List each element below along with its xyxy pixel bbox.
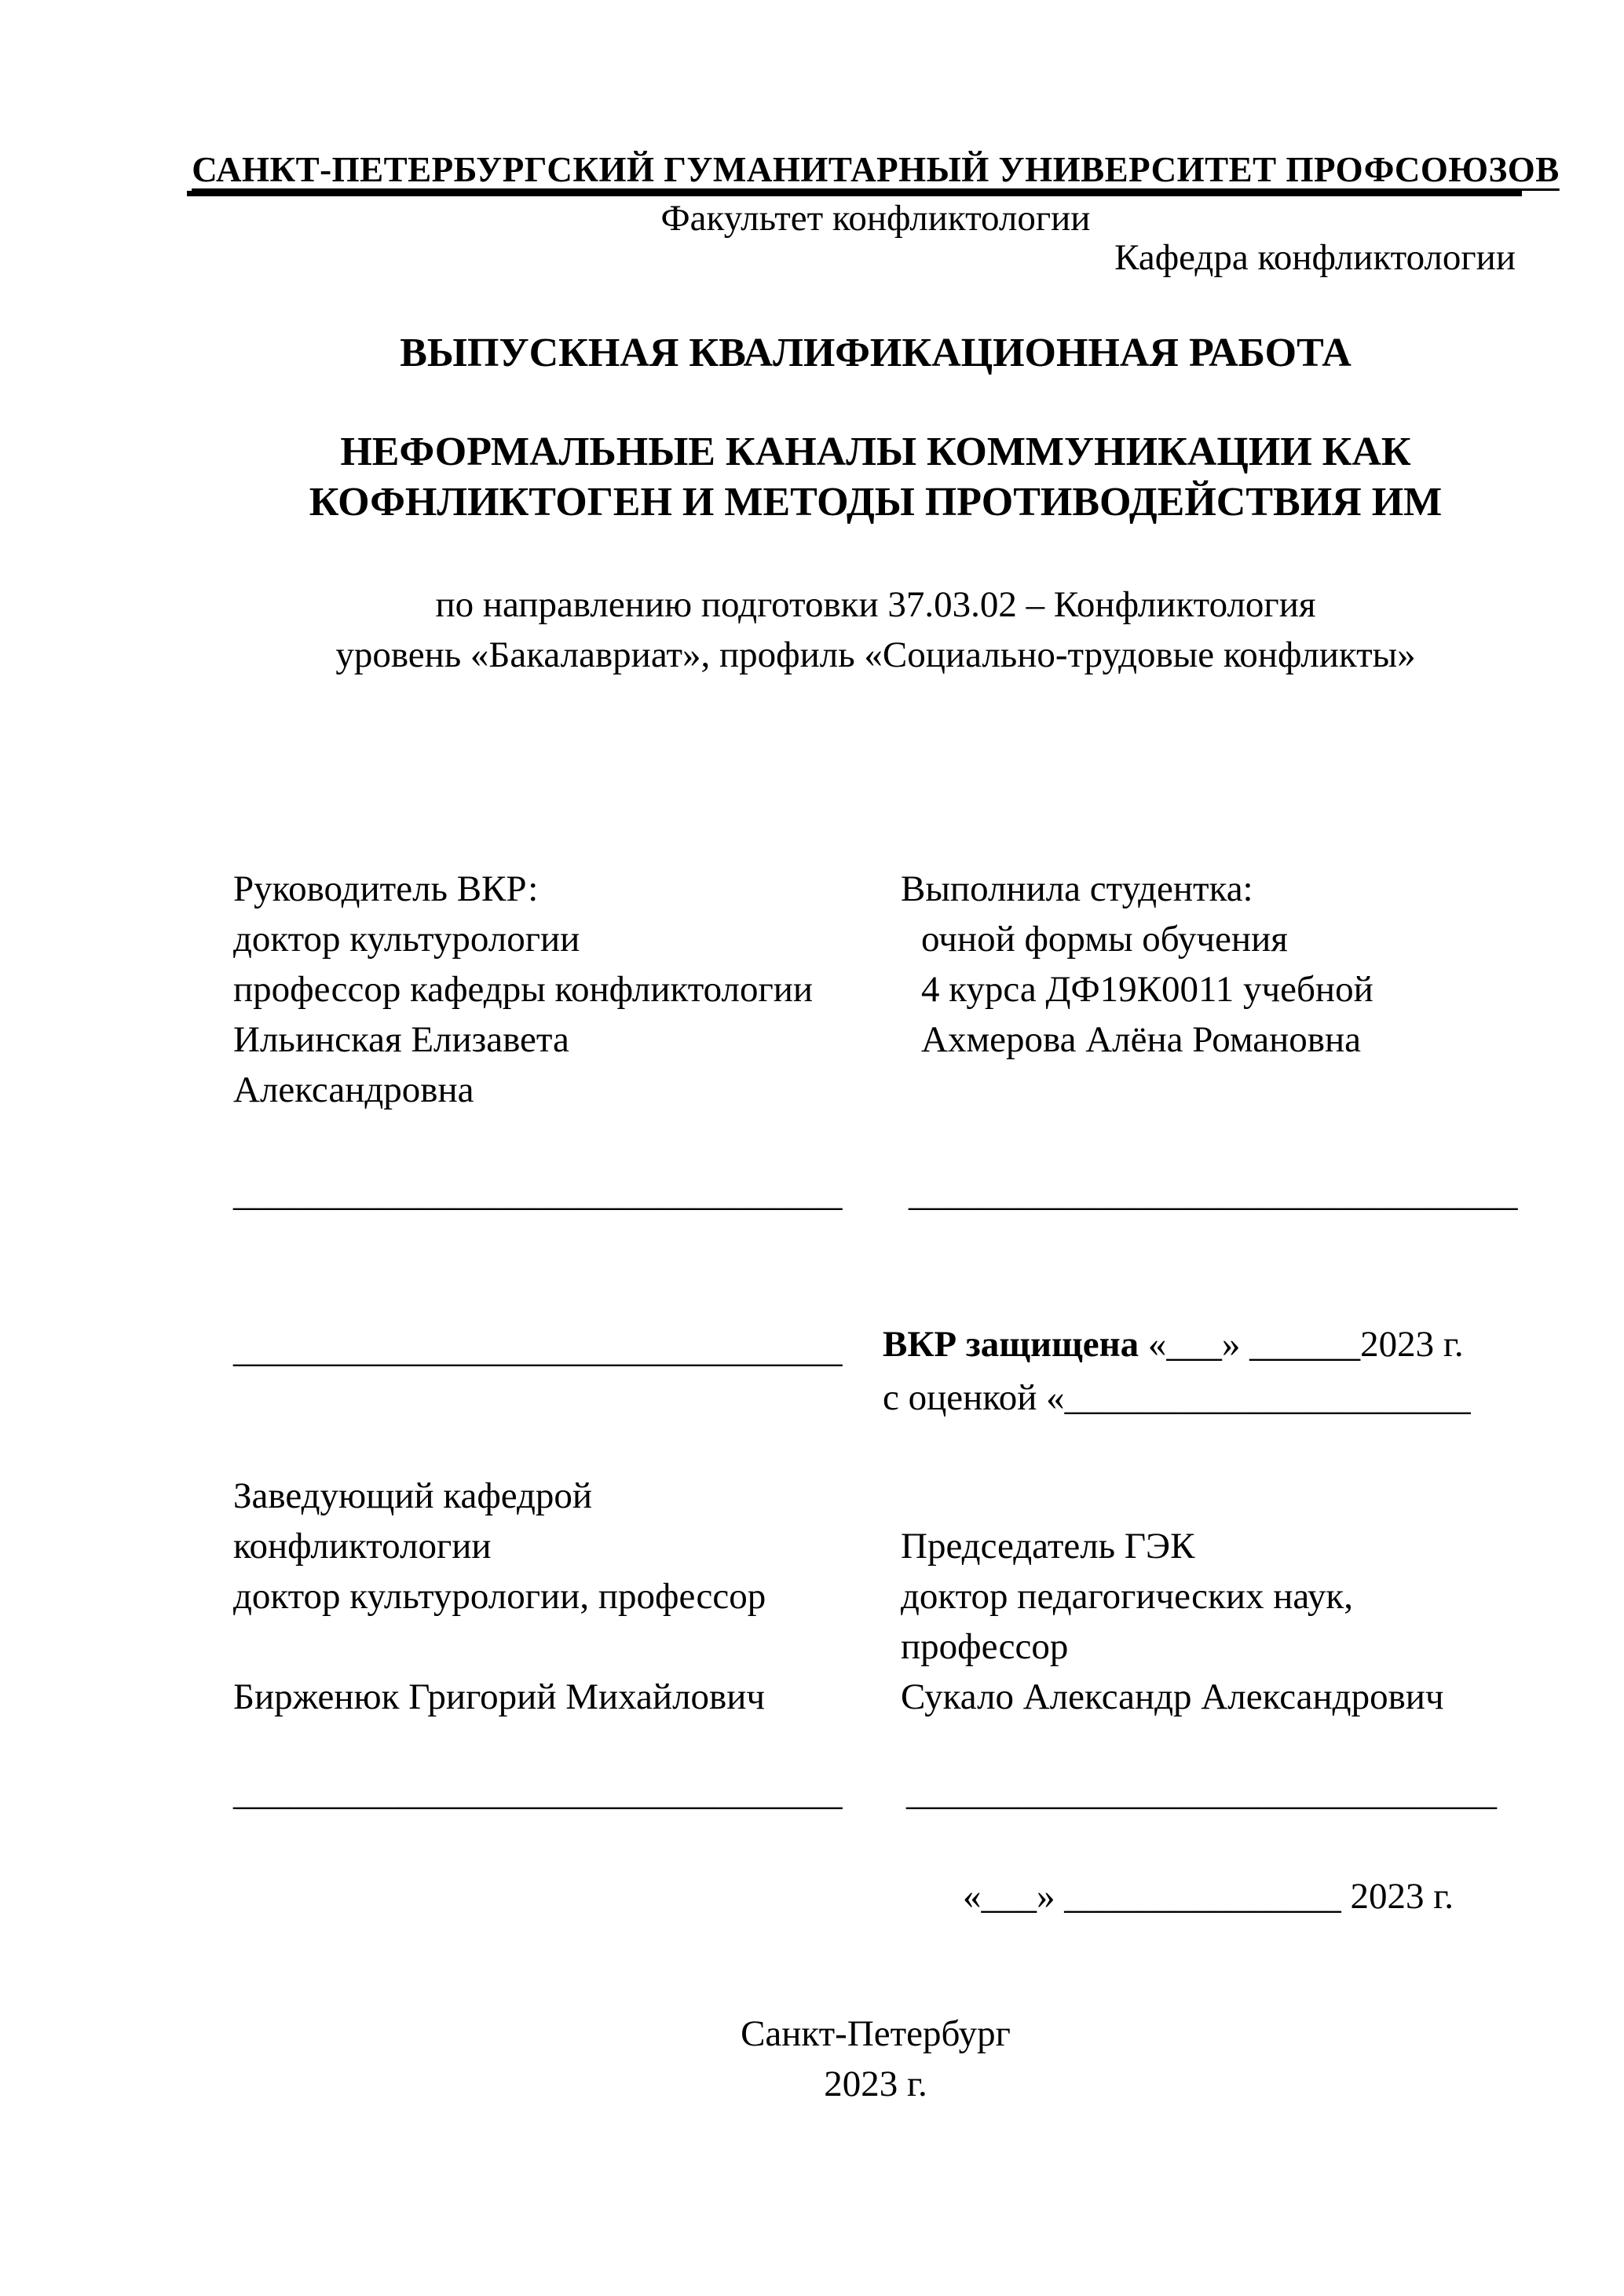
city-line: Санкт-Петербург [741,2013,1011,2054]
work-title-line-2: КОФНЛИКТОГЕН И МЕТОДЫ ПРОТИВОДЕЙСТВИЯ ИМ [309,480,1443,525]
gek-chair-block [901,1471,1444,1722]
work-type-heading: ВЫПУСКНАЯ КВАЛИФИКАЦИОННАЯ РАБОТА [400,331,1352,375]
supervisor-degree: доктор культурологии [233,919,580,960]
city-year-block [741,2009,1011,2109]
department-head-degree: доктор культурологии, профессор [233,1576,766,1617]
program-direction-line: по направлению подготовки 37.03.02 – Конфликтология [435,584,1316,625]
defense-grade-line: с оценкой «______________________ [883,1377,1471,1418]
student-name: Ахмерова Алёна Романовна [921,1019,1361,1060]
program-level-line: уровень «Бакалавриат», профиль «Социально-трудовые конфликты» [335,634,1416,675]
student-block [901,864,1373,1065]
university-name: САНКТ-ПЕТЕРБУРГСКИЙ ГУМАНИТАРНЫЙ УНИВЕРСИТЕТ ПРОФСОЮЗОВ [192,150,1560,189]
faculty-line: Факультет конфликтологии [660,198,1091,239]
supervisor-heading: Руководитель ВКР: [233,868,539,909]
supervisor-signature-blank: _________________________________ [233,1173,843,1214]
gek-chair-title: Председатель ГЭК [901,1526,1195,1567]
program-block [335,579,1415,680]
bottom-date-blank: «___» _______________ 2023 г. [963,1876,1454,1917]
defense-date-line [883,1319,1464,1369]
defense-label: ВКР защищена [883,1324,1139,1365]
work-title-line-1: НЕФОРМАЛЬНЫЕ КАНАЛЫ КОММУНИКАЦИИ КАК [340,430,1411,474]
student-signature-blank: _________________________________ [909,1173,1518,1214]
supervisor-name-line-2: Александровна [233,1069,474,1110]
supervisor-position: профессор кафедры конфликтологии [233,969,814,1010]
department-head-title-1: Заведующий кафедрой [233,1475,593,1516]
gek-chair-signature-blank: ________________________________ [906,1772,1497,1813]
department-head-signature-blank: _________________________________ [233,1772,843,1813]
gek-chair-degree-1: доктор педагогических наук, [901,1576,1353,1617]
defense-date-blank: «___» ______2023 г. [1139,1324,1464,1365]
gek-chair-spacer [901,1471,1444,1521]
supervisor-block [233,864,813,1115]
department-head-title-2: конфликтологии [233,1526,492,1567]
work-title [309,427,1442,528]
student-group: 4 курса ДФ19К0011 учебной [921,969,1373,1010]
student-heading: Выполнила студентка: [901,868,1253,909]
student-study-form: очной формы обучения [921,919,1288,960]
year-line: 2023 г. [824,2064,927,2104]
department-line: Кафедра конфликтологии [1114,237,1516,278]
department-head-spacer [233,1621,766,1672]
gek-chair-name: Сукало Александр Александрович [901,1676,1444,1717]
department-head-name: Бирженюк Григорий Михайлович [233,1676,766,1717]
gek-chair-degree-2: профессор [901,1626,1069,1667]
department-head-block [233,1471,766,1722]
defense-left-signature-blank: _________________________________ [233,1329,843,1370]
supervisor-name-line-1: Ильинская Елизавета [233,1019,569,1060]
